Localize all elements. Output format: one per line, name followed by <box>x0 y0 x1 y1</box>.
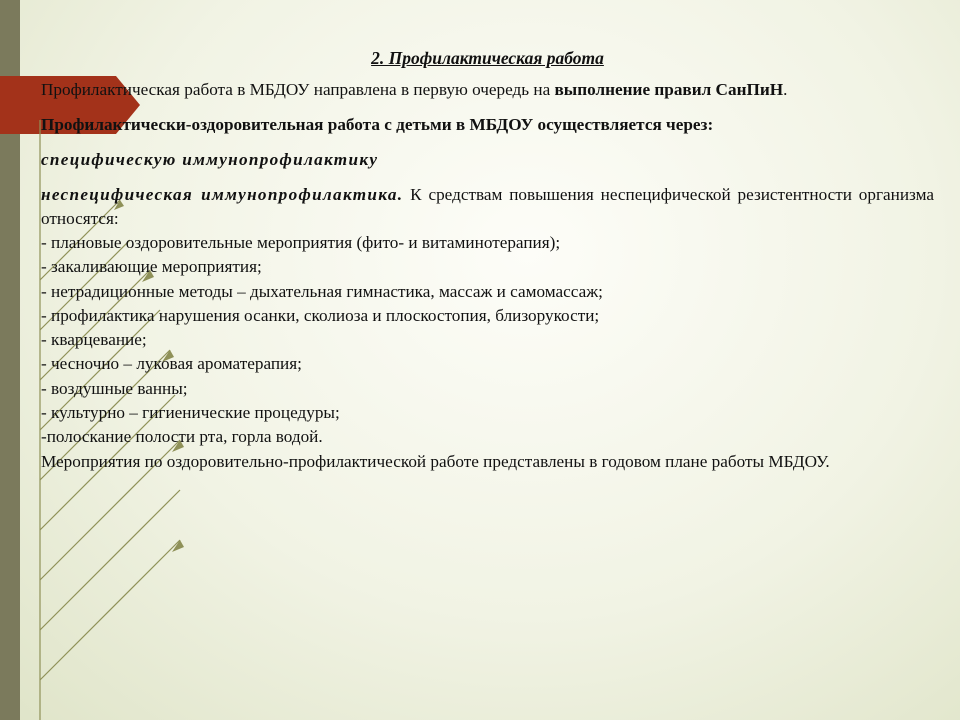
list-item: - воздушные ванны; <box>41 378 188 398</box>
list-item: - закаливающие мероприятия; <box>41 257 262 277</box>
list-item: - плановые оздоровительные мероприятия (фито- и витаминотерапия); <box>41 233 561 252</box>
measures-list <box>41 231 934 450</box>
main-statement: Профилактически-оздоровительная работа с детьми в МБДОУ осуществляется через: <box>41 115 714 134</box>
slide-content <box>41 46 934 474</box>
nonspecific-term: неспецифическая иммунопрофилактика. <box>41 185 404 204</box>
list-item: -полоскание полости рта, горла водой. <box>41 427 323 447</box>
nonspecific-text: К средствам повышения неспецифической резистентности организма относятся: <box>41 185 934 228</box>
specific-immunoprophylaxis: специфическую иммунопрофилактику <box>41 150 379 169</box>
list-item: - профилактика нарушения осанки, сколиоза и плоскостопия, близорукости; <box>41 305 600 325</box>
intro-end: . <box>783 80 788 99</box>
intro-bold-text: выполнение правил СанПиН <box>554 80 784 99</box>
nonspecific-paragraph <box>41 183 934 231</box>
intro-paragraph <box>41 78 934 102</box>
intro-text: Профилактическая работа в МБДОУ направлена в первую очередь на <box>41 80 555 99</box>
list-item: - кварцевание; <box>41 330 147 350</box>
page-title: 2. Профилактическая работа <box>371 48 604 68</box>
list-item: - нетрадиционные методы – дыхательная гимнастика, массаж и самомассаж; <box>41 281 603 301</box>
conclusion-paragraph: Мероприятия по оздоровительно-профилактической работе представлены в годовом плане работы МБДОУ. <box>41 451 830 471</box>
list-item: - культурно – гигиенические процедуры; <box>41 403 340 423</box>
list-item: - чесночно – луковая ароматерапия; <box>41 354 302 374</box>
